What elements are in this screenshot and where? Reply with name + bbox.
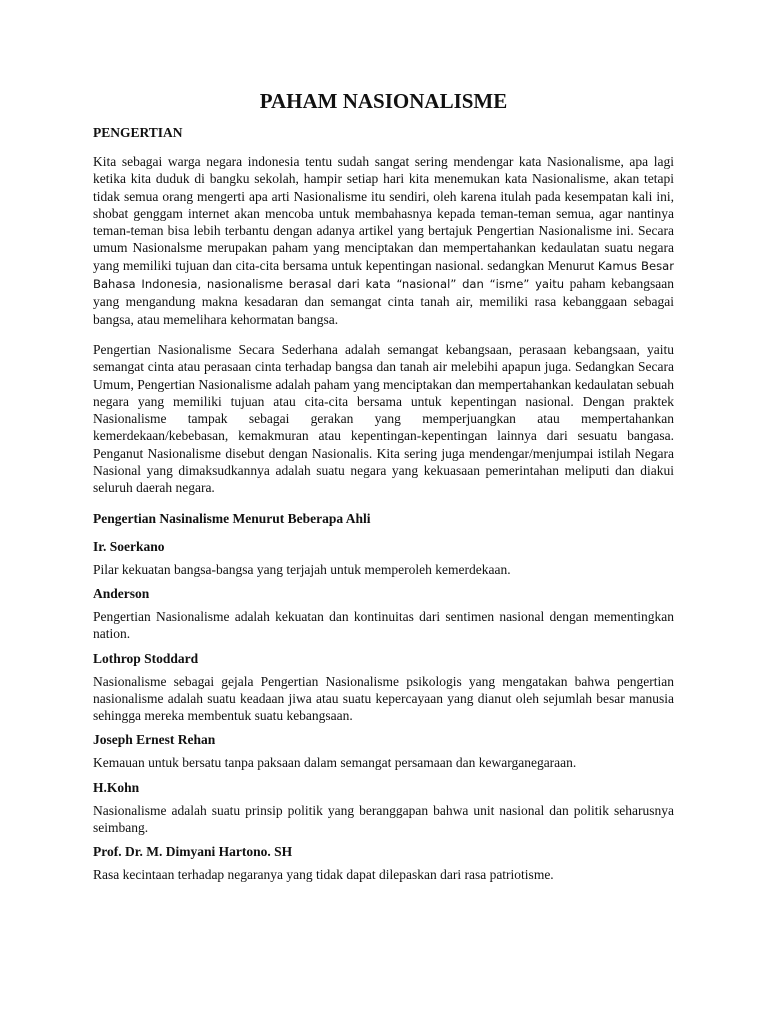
- expert-definition: Pilar kekuatan bangsa-bangsa yang terjajah untuk memperoleh kemerdekaan.: [93, 561, 511, 577]
- expert-name: Ir. Soerkano: [93, 538, 165, 554]
- experts-heading: Pengertian Nasinalisme Menurut Beberapa Ahli: [93, 510, 371, 526]
- expert-name: Lothrop Stoddard: [93, 650, 199, 666]
- expert-name: Prof. Dr. M. Dimyani Hartono. SH: [93, 844, 293, 860]
- experts-list: [93, 538, 674, 884]
- expert-name: Anderson: [93, 585, 150, 601]
- expert-entry: [93, 843, 674, 883]
- document-page: [93, 88, 674, 891]
- paragraph-intro-part-c: paham kebangsaan yang mengandung makna kesadaran dan semangat cinta tanah air, memiliki rasa kebanggaan sebagai bangsa, atau memelihara kehormatan bangsa.: [93, 276, 674, 327]
- expert-entry: [93, 538, 674, 578]
- expert-definition: Kemauan untuk bersatu tanpa paksaan dalam semangat persamaan dan kewarganegaraan.: [93, 755, 577, 771]
- expert-entry: [93, 650, 674, 725]
- expert-name: H.Kohn: [93, 779, 140, 795]
- paragraph-intro: [93, 153, 674, 328]
- section-heading-pengertian: PENGERTIAN: [93, 125, 183, 140]
- expert-entry: [93, 585, 674, 643]
- expert-definition: Nasionalisme sebagai gejala Pengertian Nasionalisme psikologis yang mengatakan bahwa pengertian nasionalisme adalah suatu keadaan jiwa atau suatu kepercayaan yang dianut oleh sejumlah besar manusia sehingga mereka membentuk suatu kebangsaan.: [93, 673, 674, 724]
- expert-entry: [93, 779, 674, 837]
- paragraph-definition: Pengertian Nasionalisme Secara Sederhana adalah semangat kebangsaan, perasaan kebangsaan, yaitu semangat cinta atau perasaan cinta terhadap bangsa dan tanah air melebihi apapun juga. Sedangkan Secara Umum, Pengertian Nasionalisme adalah paham yang menciptakan dan mempertahankan kedaulatan sebuah negara yang memiliki tujuan atau cita-cita bersama untuk kepentingan nasional. Dengan praktek Nasionalisme tampak sebagai gerakan yang memperjuangkan atau mempertahankan kemerdekaan/kebebasan, kemakmuran atau kepentingan-kepentingan lainnya dari sesuatu bangasa. Penganut Nasionalisme disebut dengan Nasionalis. Kita sering juga mendengar/menjumpai istilah Negara Nasional yang dimaksudkannya adalah suatu negara yang kekuasaan pemerintahan meliputi dan diakui seluruh daerah negara.: [93, 341, 674, 496]
- expert-definition: Pengertian Nasionalisme adalah kekuatan dan kontinuitas dari sentimen nasional dengan mementingkan nation.: [93, 608, 674, 642]
- expert-definition: Rasa kecintaan terhadap negaranya yang tidak dapat dilepaskan dari rasa patriotisme.: [93, 867, 554, 883]
- expert-name: Joseph Ernest Rehan: [93, 732, 216, 748]
- expert-entry: [93, 731, 674, 771]
- expert-definition: Nasionalisme adalah suatu prinsip politik yang beranggapan bahwa unit nasional dan politik seharusnya seimbang.: [93, 802, 674, 836]
- paragraph-intro-kbbi-quote: Kamus Besar Bahasa Indonesia, nasionalisme berasal dari kata “nasional” dan “isme” yaitu: [93, 258, 675, 292]
- document-title: PAHAM NASIONALISME: [259, 89, 508, 113]
- paragraph-intro-part-a: Kita sebagai warga negara indonesia tentu sudah sangat sering mendengar kata Nasionalisme, apa lagi ketika kita duduk di bangku sekolah, hampir setiap hari kita menemukan kata Nasionalisme, akan tetapi tidak semua orang mengerti apa arti Nasionalisme itu sendiri, oleh karena itulah pada kesempatan kali ini, shobat genggam internet akan mencoba untuk membahasnya kepada teman-teman semua, agar nantinya teman-teman bisa lebih terbantu dengan adanya artikel yang bertajuk Pengertian Nasionalisme ini. Secara umum Nasionalsme merupakan paham yang menciptakan dan mempertahankan kedaulatan suatu negara yang memiliki tujuan dan cita-cita bersama untuk kepentingan nasional. sedangkan Menurut: [93, 154, 674, 273]
